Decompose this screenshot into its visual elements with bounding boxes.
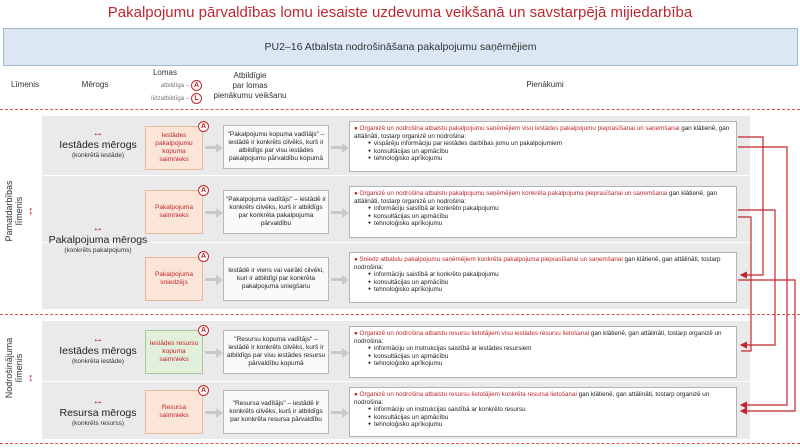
duty-rest: gan klātienē, gan attālināti, tostarp organizē un nodrošina: xyxy=(354,190,717,205)
duty-list xyxy=(368,140,732,163)
duty-lead: ● Organizē un nodrošina atbalstu resursu lietotājiem konkrēta resursa lietošanai xyxy=(354,391,577,398)
header-responsible-line1: Atbildīgie xyxy=(233,71,267,80)
scale-arrow-icon: ↔ xyxy=(92,127,104,139)
scale-institution-resources xyxy=(48,333,148,365)
role-box: Iestādes resursu kopuma saimnieks xyxy=(145,330,203,374)
accountable-badge: A xyxy=(198,185,209,196)
scale-service xyxy=(44,222,152,254)
accountable-badge: A xyxy=(198,325,209,336)
scale-resource xyxy=(48,395,148,427)
legend-accountable-badge: A xyxy=(191,80,202,91)
accountable-badge: A xyxy=(198,121,209,132)
accountable-badge: A xyxy=(198,385,209,396)
list-item: ● informāciju un instrukcijas saistībā ar konkrēto resursu xyxy=(368,406,732,414)
connector-line xyxy=(738,217,751,351)
scale-arrow-icon: ↔ xyxy=(92,395,104,407)
responsible-box: "Resursu kopuma vadītājs" – iestādē ir konkrēts cilvēks, kurš ir atbildīgs par visu iestādes resursu pārvaldību kopumā xyxy=(223,330,329,374)
duty-list xyxy=(368,406,732,429)
duty-lead: ● Sniedz atbalstu pakalpojumu saņēmējiem konkrēta pakalpojuma pieprasīšanai un saņemšanai xyxy=(354,256,623,263)
list-item: ● informāciju saistībā ar konkrēto pakalpojumu xyxy=(368,205,732,213)
duty-rest: gan klātienē, gan attālināti, tostarp nodrošina: xyxy=(354,256,721,271)
header-duties: Pienākumi xyxy=(526,80,564,89)
list-item: ● tehnoloģisko aprīkojumu xyxy=(368,360,732,368)
duty-lead: ● Organizē un nodrošina atbalstu pakalpojumu saņēmējiem visu iestādes pakalpojumu pieprasīšanai un saņemšanai xyxy=(354,125,680,132)
separator-middle xyxy=(0,314,800,315)
level-support xyxy=(4,328,26,408)
level-support-arrow-icon: ↕ xyxy=(28,372,34,384)
level-basic-line2: līmenis xyxy=(14,196,24,226)
duty-box xyxy=(349,326,737,378)
header-responsible-line2: par lomas xyxy=(232,81,268,90)
duty-list xyxy=(368,205,732,228)
list-item: ● tehnoloģisko aprīkojumu xyxy=(368,155,732,163)
list-item: ● konsultācijas un apmācību xyxy=(368,279,732,287)
scale-name: Pakalpojuma mērogs xyxy=(48,234,148,246)
band-divider xyxy=(42,381,750,382)
connector-arrow-icon xyxy=(342,348,349,358)
list-item: ● informāciju un instrukcijas saistībā ar iestādes resursiem xyxy=(368,345,732,353)
connector-arrow-icon xyxy=(342,408,349,418)
scale-sub: (konkrētā iestāde) xyxy=(71,152,125,159)
scale-arrow-icon: ↔ xyxy=(92,333,104,345)
connector-arrow-icon xyxy=(216,143,223,153)
list-item: ● konsultācijas un apmācību xyxy=(368,148,732,156)
list-item: ● informāciju saistībā ar konkrēto pakalpojumu xyxy=(368,271,732,279)
process-banner xyxy=(3,28,798,66)
duty-box xyxy=(349,121,737,172)
separator-top xyxy=(0,109,800,110)
level-basic xyxy=(4,171,26,251)
level-support-line1: Nodrošinājuma xyxy=(4,337,14,399)
scale-name: Resursa mērogs xyxy=(59,407,137,419)
list-item: ● konsultācijas un apmācību xyxy=(368,414,732,422)
legend-responsible-badge: L xyxy=(191,93,202,104)
list-item: ● tehnoloģisko aprīkojumu xyxy=(368,220,732,228)
header-responsible xyxy=(210,71,290,101)
accountable-badge: A xyxy=(198,251,209,262)
header-level: Līmenis xyxy=(10,80,39,89)
duty-lead: ● Organizē un nodrošina atbalstu pakalpojumu saņēmējiem konkrēta pakalpojuma pieprasīšanai un saņemšanai xyxy=(354,190,668,197)
responsible-box: Iestādē ir viens vai vairāki cilvēki, kuri ir atbildīgi par konkrēta pakalpojuma sniegšanu xyxy=(223,257,329,301)
duty-rest: gan klātienē, gan attālināti, tostarp organizē un nodrošina: xyxy=(354,330,722,345)
legend-responsible-label: līdzatbildīga – xyxy=(151,95,190,103)
header-scale: Mērogs xyxy=(81,80,109,89)
scale-sub: (konkrēts resurss) xyxy=(71,420,124,427)
list-item: ● konsultācijas un apmācību xyxy=(368,353,732,361)
band-divider xyxy=(42,175,750,176)
connector-arrow-icon xyxy=(216,348,223,358)
connector-arrow-icon xyxy=(342,208,349,218)
diagram-title: Pakalpojumu pārvaldības lomu iesaiste uzdevuma veikšanā un savstarpējā mijiedarbība xyxy=(107,4,693,21)
duty-list xyxy=(368,271,732,294)
header-roles: Lomas xyxy=(152,68,177,77)
role-box: Pakalpojuma sniedzējs xyxy=(145,257,203,301)
interaction-connectors xyxy=(735,115,800,445)
list-item: ● tehnoloģisko aprīkojumu xyxy=(368,286,732,294)
scale-sub: (konkrēta iestāde) xyxy=(71,358,125,365)
duty-rest: gan klātienē, gan attālināti, tostarp organizē un nodrošina: xyxy=(354,125,730,140)
connector-arrow-icon xyxy=(216,408,223,418)
duty-box xyxy=(349,252,737,303)
connector-arrow-icon xyxy=(216,275,223,285)
role-box: Pakalpojuma saimnieks xyxy=(145,190,203,234)
level-basic-arrow-icon: ↕ xyxy=(28,205,34,217)
duty-box xyxy=(349,387,737,437)
role-box: Resursa saimnieks xyxy=(145,390,203,434)
responsible-box: "Pakalpojuma vadītājs" – iestādē ir konkrēts cilvēks, kurš ir atbildīgs par konkrēta pakalpojuma pārvaldību xyxy=(223,190,329,234)
responsible-box: "Resursa vadītājs" – iestādē ir konkrēts cilvēks, kurš ir atbildīgs par konkrēta resursa pārvaldību xyxy=(223,390,329,434)
connector-line xyxy=(738,210,775,345)
header-responsible-line3: pienākumu veikšanu xyxy=(213,91,287,100)
level-support-line2: līmenis xyxy=(14,353,24,383)
scale-name: Iestādes mērogs xyxy=(59,139,137,151)
scale-arrow-icon: ↔ xyxy=(92,222,104,234)
list-item: ● konsultācijas un apmācību xyxy=(368,213,732,221)
separator-bottom xyxy=(0,443,800,444)
duty-rest: gan klātienē, gan attālināti, tostarp organizē un nodrošina: xyxy=(354,391,710,406)
process-label: PU2–16 Atbalsta nodrošināšana pakalpojumu saņēmējiem xyxy=(264,41,537,53)
legend-accountable xyxy=(140,80,202,91)
responsible-box: "Pakalpojumu kopuma vadītājs" – iestādē ir konkrēts cilvēks, kurš ir atbildīgs par visu iestādes pakalpojumu pārvaldību kopumā xyxy=(223,125,329,169)
legend-responsible xyxy=(140,93,202,104)
list-item: ● vispārēju informāciju par iestādes darbības jomu un pakalpojumiem xyxy=(368,140,732,148)
duty-lead: ● Organizē un nodrošina atbalstu resursu lietotājiem visu iestādes resursu lietošanai xyxy=(354,330,590,337)
connector-arrow-icon xyxy=(342,275,349,285)
scale-institution xyxy=(48,127,148,159)
role-box: Iestādes pakalpojumu kopuma saimnieks xyxy=(145,126,203,170)
connector-arrow-icon xyxy=(342,143,349,153)
scale-sub: (konkrēts pakalpojums) xyxy=(64,247,132,254)
duty-list xyxy=(368,345,732,368)
legend-accountable-label: atbildīga – xyxy=(160,82,190,90)
connector-arrow-icon xyxy=(216,208,223,218)
level-basic-line1: Pamatdarbības xyxy=(4,180,14,242)
list-item: ● tehnoloģisko aprīkojumu xyxy=(368,421,732,429)
duty-box xyxy=(349,186,737,238)
scale-name: Iestādes mērogs xyxy=(59,345,137,357)
